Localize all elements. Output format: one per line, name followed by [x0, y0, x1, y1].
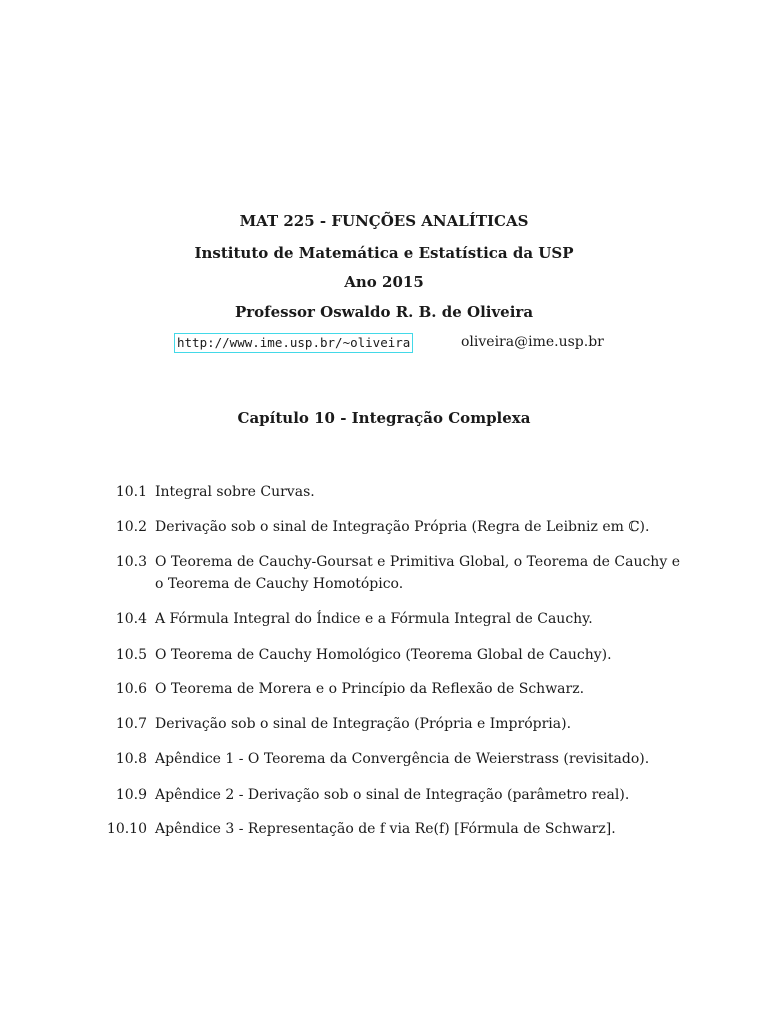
toc-item-number: 10.2	[115, 519, 147, 535]
toc-item-number: 10.8	[115, 751, 147, 767]
toc-item-text: A Fórmula Integral do Índice e a Fórmula Integral de Cauchy.	[155, 611, 593, 627]
toc-item-text: O Teorema de Morera e o Princípio da Reflexão de Schwarz.	[155, 681, 585, 697]
toc-item-text: Apêndice 3 - Representação de f via Re(f) [Fórmula de Schwarz].	[155, 821, 616, 837]
toc-item-text: Derivação sob o sinal de Integração (Própria e Imprópria).	[155, 716, 572, 732]
toc-item-text: Apêndice 1 - O Teorema da Convergência de Weierstrass (revisitado).	[155, 751, 650, 767]
toc-item-number: 10.4	[115, 611, 147, 627]
chapter-title: Capítulo 10 - Integração Complexa	[237, 409, 531, 427]
professor-email: oliveira@ime.usp.br	[461, 334, 604, 350]
toc-item-number: 10.3	[115, 554, 147, 570]
toc-item-text: Derivação sob o sinal de Integração Própria (Regra de Leibniz em ℂ).	[155, 519, 650, 535]
toc-item-number: 10.9	[115, 787, 147, 803]
document-title: MAT 225 - FUNÇÕES ANALÍTICAS	[239, 212, 529, 230]
toc-item-text: Integral sobre Curvas.	[155, 484, 315, 500]
toc-item-number: 10.1	[115, 484, 147, 500]
toc-item-text: Apêndice 2 - Derivação sob o sinal de Integração (parâmetro real).	[155, 787, 630, 803]
toc-item-number: 10.10	[106, 821, 147, 837]
toc-item-text: O Teorema de Cauchy Homológico (Teorema Global de Cauchy).	[155, 647, 612, 663]
professor-url-link[interactable]: http://www.ime.usp.br/~oliveira	[174, 333, 413, 353]
toc-item-number: 10.6	[115, 681, 147, 697]
toc-item-number: 10.5	[115, 647, 147, 663]
toc-item-number: 10.7	[115, 716, 147, 732]
institute-name: Instituto de Matemática e Estatística da USP	[194, 244, 574, 262]
course-year: Ano 2015	[344, 273, 424, 291]
toc-item-text: O Teorema de Cauchy-Goursat e Primitiva Global, o Teorema de Cauchy e	[155, 554, 680, 570]
toc-item-text-continuation: o Teorema de Cauchy Homotópico.	[155, 576, 404, 592]
professor-name: Professor Oswaldo R. B. de Oliveira	[234, 303, 534, 321]
toc-item-text-block	[155, 551, 680, 595]
